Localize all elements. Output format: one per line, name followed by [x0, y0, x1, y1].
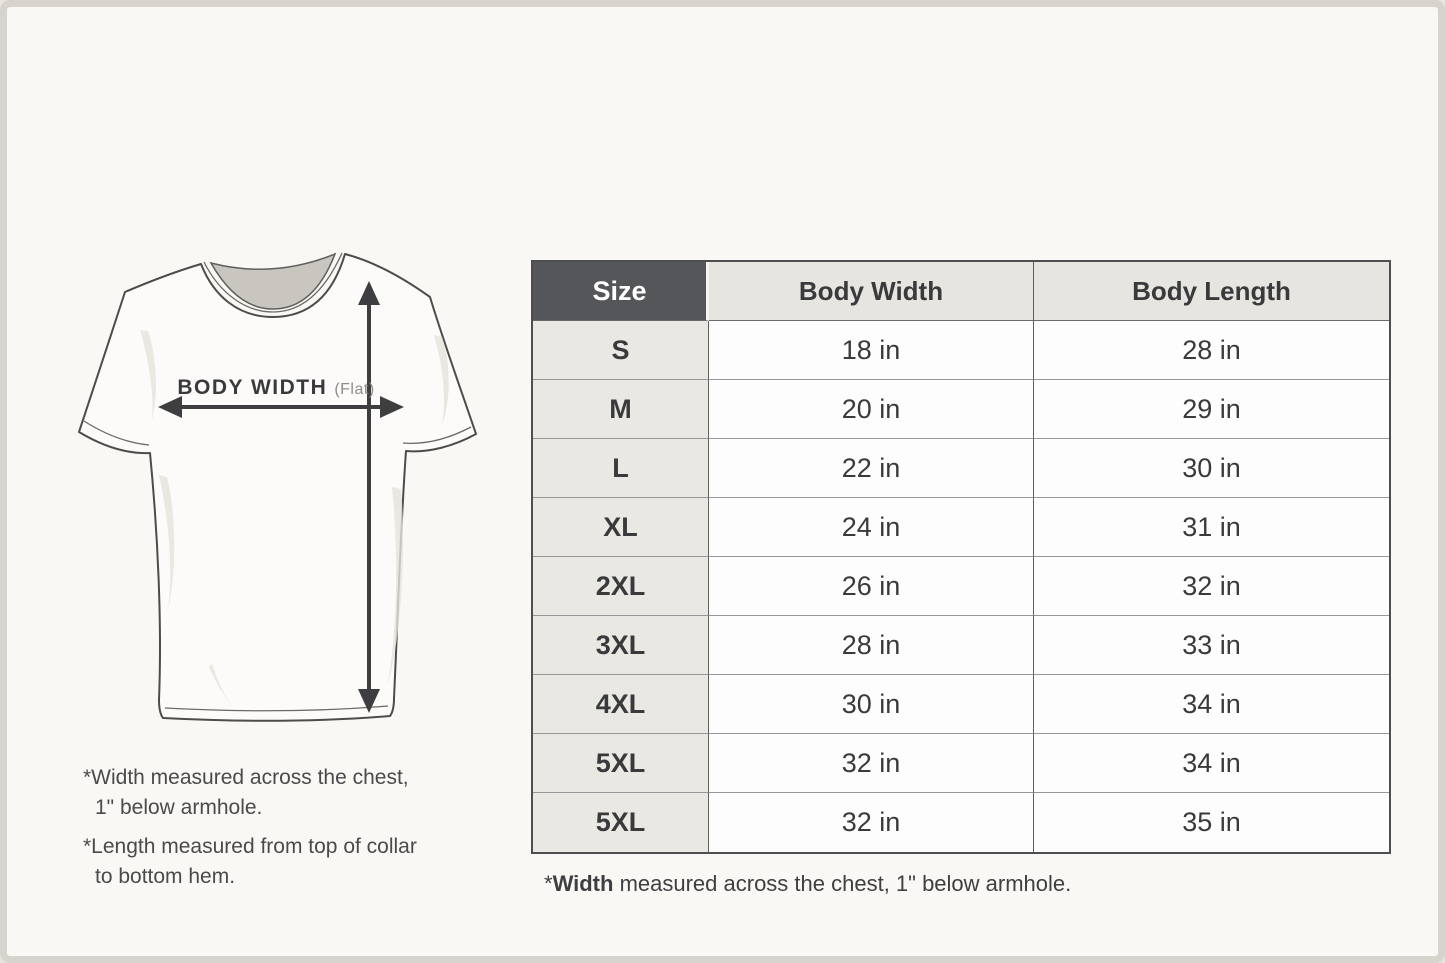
body-length-cell: 28 in: [1034, 321, 1389, 380]
table-header-body-length: Body Length: [1034, 262, 1389, 321]
body-width-cell: 32 in: [709, 793, 1034, 852]
footnote-text: measured across the chest, 1" below armhole.: [613, 871, 1072, 896]
body-length-cell: 30 in: [1034, 439, 1389, 498]
length-note: [83, 832, 523, 892]
body-width-label-bold: BODY WIDTH: [177, 376, 328, 399]
table-footnote: [544, 871, 1071, 897]
size-cell: XL: [533, 498, 709, 557]
size-cell: 2XL: [533, 557, 709, 616]
footnote-asterisk: *: [544, 871, 553, 896]
size-cell: 5XL: [533, 734, 709, 793]
tshirt-illustration: [62, 235, 522, 760]
body-width-cell: 30 in: [709, 675, 1034, 734]
width-note-line2: 1" below armhole.: [95, 796, 263, 819]
body-width-cell: 22 in: [709, 439, 1034, 498]
body-width-cell: 20 in: [709, 380, 1034, 439]
body-width-cell: 26 in: [709, 557, 1034, 616]
size-cell: 4XL: [533, 675, 709, 734]
size-cell: 5XL: [533, 793, 709, 852]
body-width-label-flat: (Flat): [334, 381, 375, 398]
length-note-line1: *Length measured from top of collar: [83, 835, 417, 858]
size-cell: L: [533, 439, 709, 498]
footnote-bold-word: Width: [552, 871, 614, 896]
body-width-cell: 28 in: [709, 616, 1034, 675]
body-length-cell: 31 in: [1034, 498, 1389, 557]
tshirt-body: [79, 254, 476, 721]
tshirt-collar: [211, 254, 335, 309]
width-note-line1: *Width measured across the chest,: [83, 766, 409, 789]
size-cell: M: [533, 380, 709, 439]
body-width-cell: 18 in: [709, 321, 1034, 380]
body-length-cell: 33 in: [1034, 616, 1389, 675]
body-length-cell: 32 in: [1034, 557, 1389, 616]
body-length-cell: 34 in: [1034, 675, 1389, 734]
length-note-line2: to bottom hem.: [95, 865, 236, 888]
body-width-cell: 24 in: [709, 498, 1034, 557]
size-cell: 3XL: [533, 616, 709, 675]
measurement-notes: [83, 763, 523, 901]
body-width-cell: 32 in: [709, 734, 1034, 793]
table-header-body-width: Body Width: [709, 262, 1034, 321]
size-cell: S: [533, 321, 709, 380]
tshirt-diagram: [62, 235, 522, 760]
body-length-cell: 29 in: [1034, 380, 1389, 439]
body-length-cell: 35 in: [1034, 793, 1389, 852]
table-header-size: Size: [533, 262, 709, 321]
width-note: [83, 763, 523, 823]
body-length-cell: 34 in: [1034, 734, 1389, 793]
size-table: [531, 260, 1391, 854]
